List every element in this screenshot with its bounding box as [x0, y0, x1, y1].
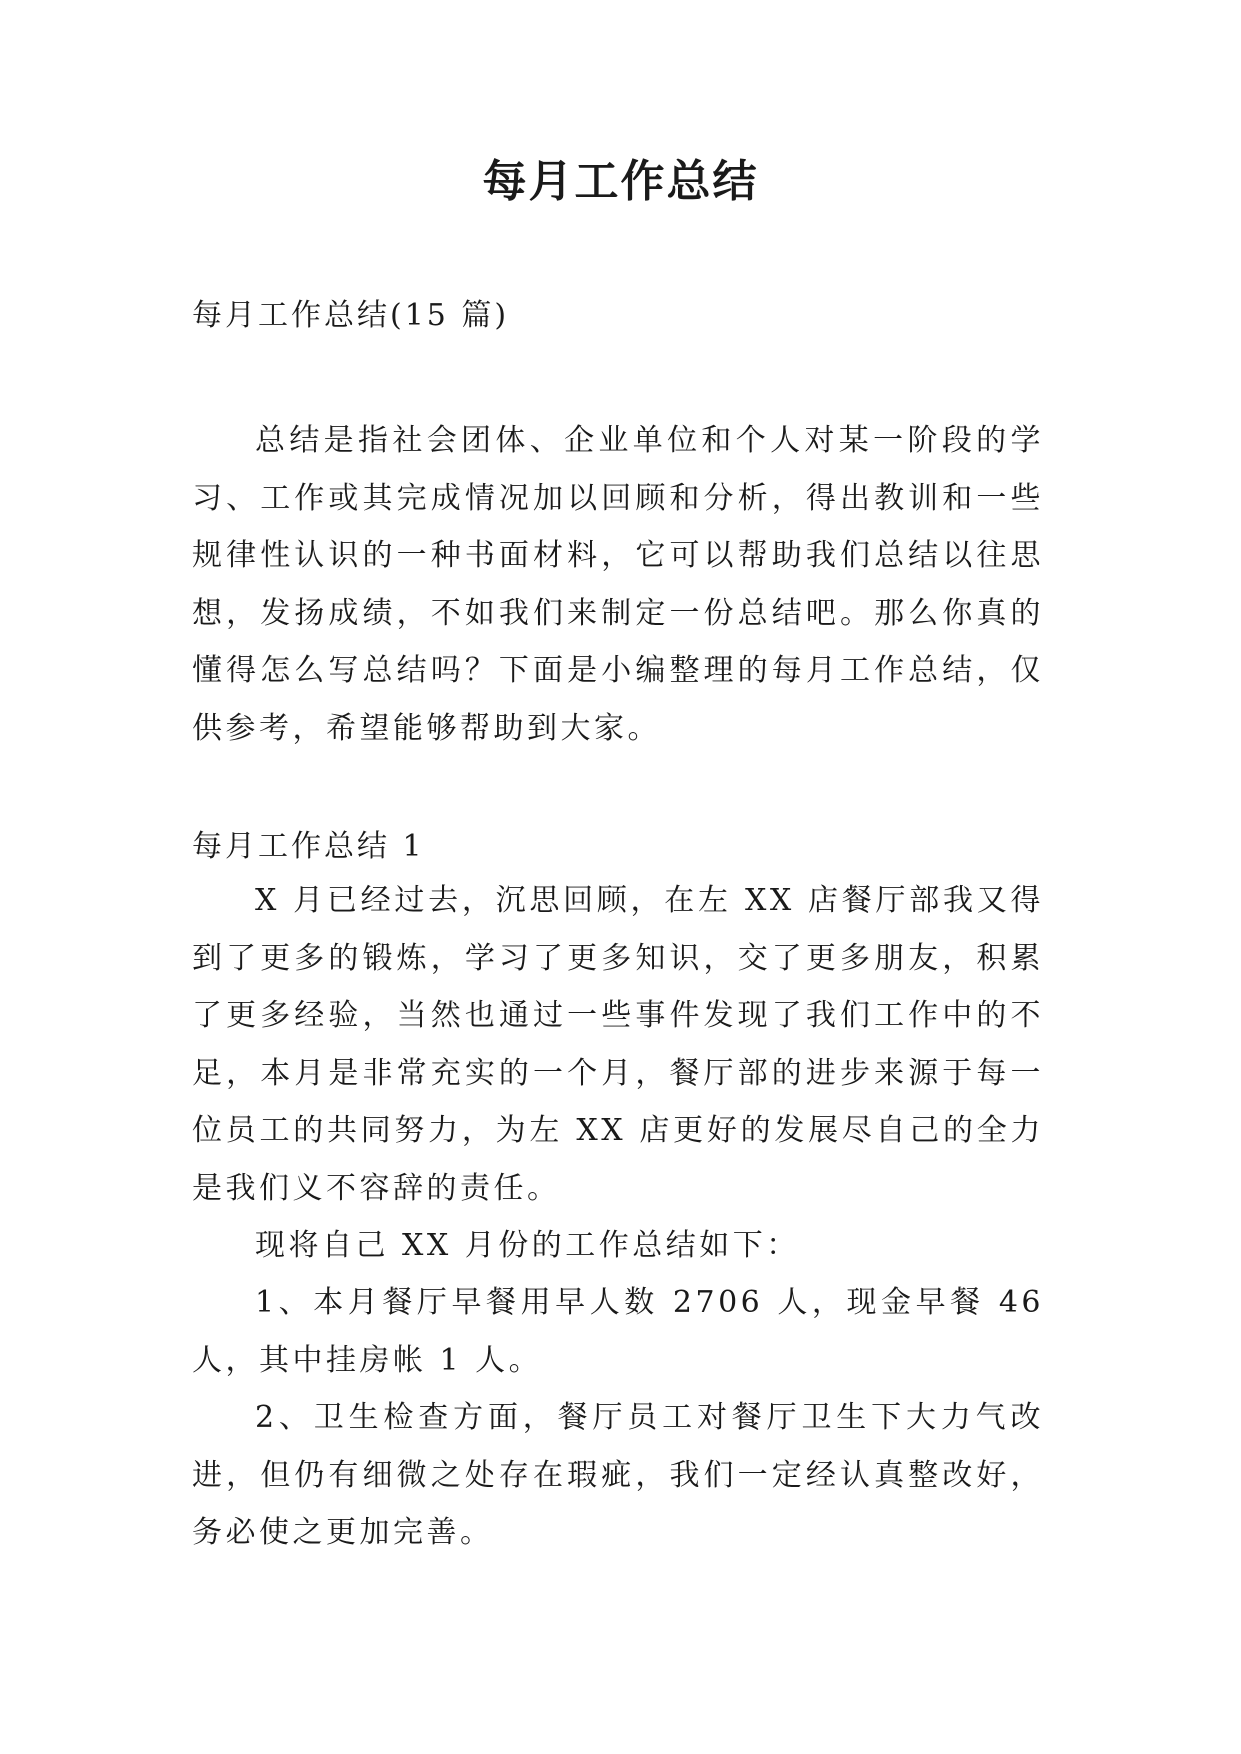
- intro-paragraph: 总结是指社会团体、企业单位和个人对某一阶段的学习、工作或其完成情况加以回顾和分析，得出教训和一些规律性认识的一种书面材料，它可以帮助我们总结以往思想，发扬成绩，不如我们来制定一份总结吧。那么你真的懂得怎么写总结吗？下面是小编整理的每月工作总结，仅供参考，希望能够帮助到大家。: [192, 423, 1044, 746]
- body-paragraph: X 月已经过去，沉思回顾，在左 XX 店餐厅部我又得到了更多的锻炼，学习了更多知识，交了更多朋友，积累了更多经验，当然也通过一些事件发现了我们工作中的不足，本月是非常充实的一个月，餐厅部的进步来源于每一位员工的共同努力，为左 XX 店更好的发展尽自己的全力是我们义不容辞的责任。: [192, 883, 1044, 1206]
- section-heading: 每月工作总结 1: [192, 829, 425, 864]
- document-subtitle: 每月工作总结(15 篇): [192, 298, 510, 333]
- body-paragraph: 现将自己 XX 月份的工作总结如下：: [255, 1228, 800, 1263]
- body-paragraph: 2、卫生检查方面，餐厅员工对餐厅卫生下大力气改进，但仍有细微之处存在瑕疵，我们一定经认真整改好，务必使之更加完善。: [192, 1400, 1044, 1551]
- document-title: 每月工作总结: [482, 156, 759, 207]
- body-paragraph: 1、本月餐厅早餐用早人数 2706 人，现金早餐 46 人，其中挂房帐 1 人。: [192, 1285, 1044, 1378]
